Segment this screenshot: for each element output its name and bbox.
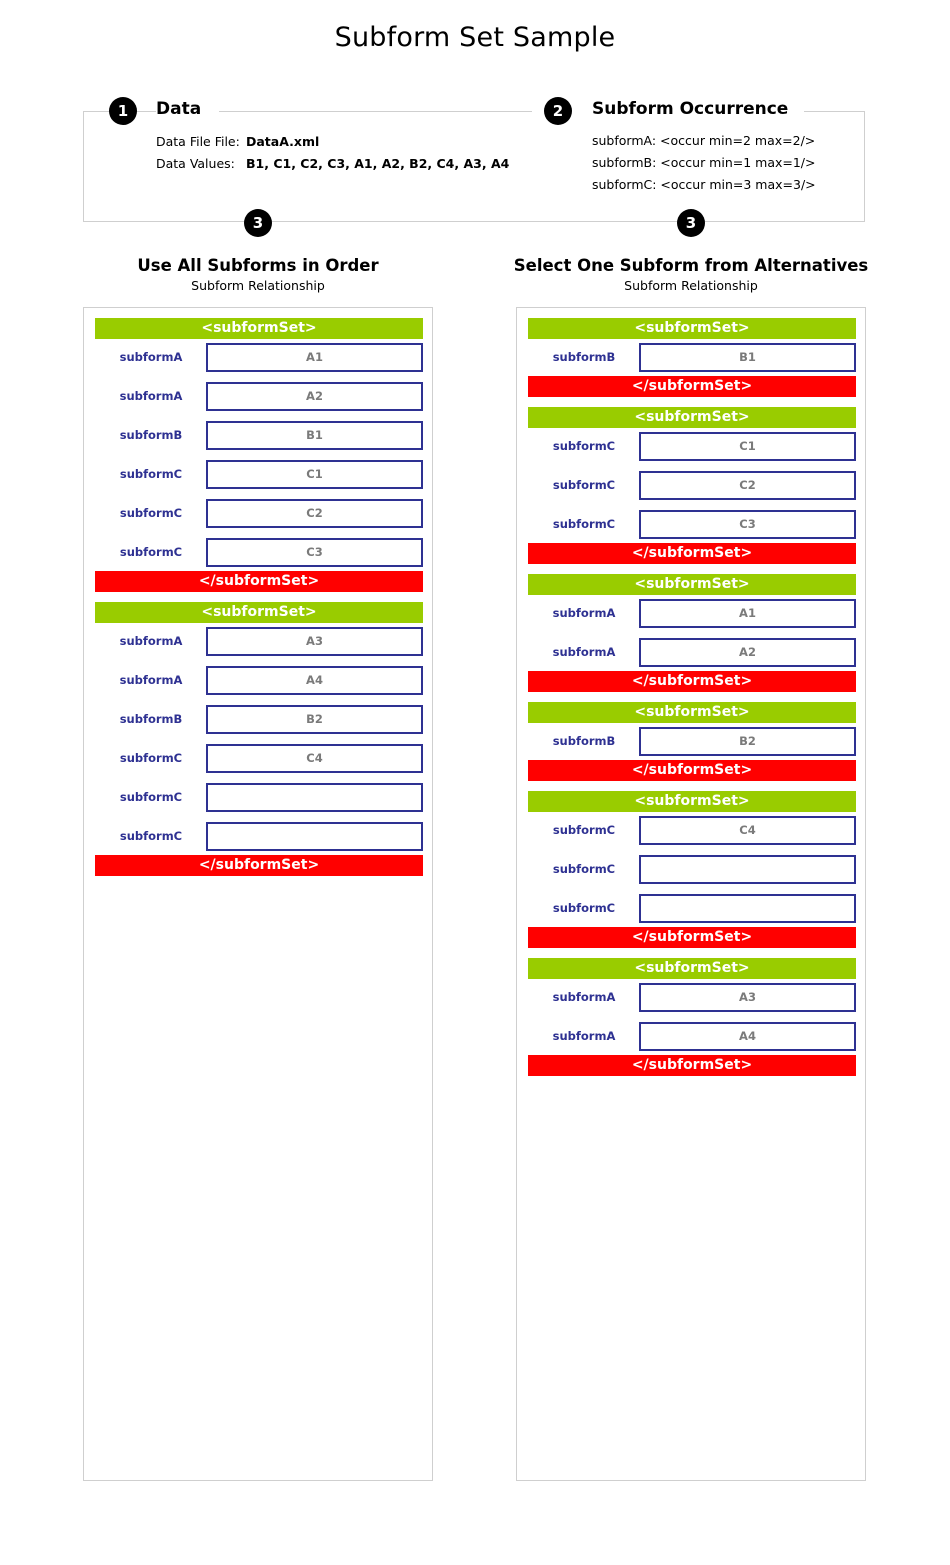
subform-instance-box: C4 [206, 744, 423, 773]
data-file-label: Data File File: [156, 134, 240, 149]
subformset-open-tag: <subformSet> [528, 574, 856, 595]
right-column-subtitle: Subform Relationship [624, 278, 758, 293]
subform-label: subformC [119, 790, 183, 804]
subform-instance-box: B1 [206, 421, 423, 450]
step-badge-data: 1 [109, 97, 137, 125]
subform-label: subformC [552, 517, 616, 531]
subformset-open-tag: <subformSet> [95, 318, 423, 339]
subformset-close-tag: </subformSet> [95, 855, 423, 876]
subform-label: subformA [119, 350, 183, 364]
subform-instance-box: C2 [639, 471, 856, 500]
subform-instance-box: A1 [639, 599, 856, 628]
occurrence-section-title: Subform Occurrence [592, 98, 804, 120]
subform-label: subformA [119, 673, 183, 687]
subformset-open-tag: <subformSet> [528, 318, 856, 339]
subform-instance-box [206, 783, 423, 812]
subform-instance-box: A2 [639, 638, 856, 667]
data-values-label: Data Values: [156, 156, 235, 171]
left-column-subtitle: Subform Relationship [191, 278, 325, 293]
subform-instance-box: C1 [639, 432, 856, 461]
data-file-value: DataA.xml [246, 134, 320, 149]
subform-label: subformC [552, 478, 616, 492]
subform-instance-box: C3 [639, 510, 856, 539]
subform-label: subformA [119, 389, 183, 403]
subform-instance-box: C3 [206, 538, 423, 567]
left-column-title: Use All Subforms in Order [137, 256, 379, 275]
subform-instance-box: B1 [639, 343, 856, 372]
subform-instance-box [639, 894, 856, 923]
right-subform-panel [516, 307, 866, 1481]
subform-instance-box: A3 [639, 983, 856, 1012]
subform-instance-box: B2 [206, 705, 423, 734]
subform-label: subformA [552, 1029, 616, 1043]
right-column-title: Select One Subform from Alternatives [513, 256, 869, 275]
subform-instance-box: A4 [639, 1022, 856, 1051]
left-subform-panel [83, 307, 433, 1481]
subform-label: subformC [552, 439, 616, 453]
subform-label: subformC [119, 829, 183, 843]
subformset-close-tag: </subformSet> [528, 543, 856, 564]
subform-label: subformA [552, 645, 616, 659]
subform-label: subformC [119, 751, 183, 765]
subformset-open-tag: <subformSet> [95, 602, 423, 623]
data-values-value: B1, C1, C2, C3, A1, A2, B2, C4, A3, A4 [246, 156, 510, 171]
subform-label: subformA [552, 990, 616, 1004]
step-badge-right: 3 [677, 209, 705, 237]
occurrence-line: subformB: <occur min=1 max=1/> [592, 155, 816, 170]
subform-instance-box [639, 855, 856, 884]
subform-instance-box [206, 822, 423, 851]
subform-instance-box: A1 [206, 343, 423, 372]
subform-instance-box: C2 [206, 499, 423, 528]
subform-label: subformA [119, 634, 183, 648]
subform-label: subformC [552, 862, 616, 876]
occurrence-line: subformA: <occur min=2 max=2/> [592, 133, 816, 148]
subformset-close-tag: </subformSet> [528, 760, 856, 781]
subformset-open-tag: <subformSet> [528, 407, 856, 428]
subformset-close-tag: </subformSet> [528, 1055, 856, 1076]
subform-instance-box: B2 [639, 727, 856, 756]
subform-label: subformB [552, 734, 616, 748]
subform-label: subformC [552, 823, 616, 837]
subform-label: subformC [119, 467, 183, 481]
subform-label: subformC [119, 545, 183, 559]
subformset-close-tag: </subformSet> [95, 571, 423, 592]
page-title: Subform Set Sample [334, 22, 616, 53]
subform-instance-box: C4 [639, 816, 856, 845]
subformset-close-tag: </subformSet> [528, 671, 856, 692]
subform-label: subformC [552, 901, 616, 915]
subformset-open-tag: <subformSet> [528, 702, 856, 723]
occurrence-line: subformC: <occur min=3 max=3/> [592, 177, 816, 192]
subform-label: subformB [552, 350, 616, 364]
subform-label: subformC [119, 506, 183, 520]
subformset-open-tag: <subformSet> [528, 958, 856, 979]
subform-label: subformB [119, 712, 183, 726]
subformset-close-tag: </subformSet> [528, 376, 856, 397]
subform-label: subformB [119, 428, 183, 442]
subformset-close-tag: </subformSet> [528, 927, 856, 948]
subform-instance-box: A2 [206, 382, 423, 411]
subform-instance-box: A3 [206, 627, 423, 656]
subformset-open-tag: <subformSet> [528, 791, 856, 812]
step-badge-left: 3 [244, 209, 272, 237]
subform-instance-box: A4 [206, 666, 423, 695]
subform-instance-box: C1 [206, 460, 423, 489]
data-section-title: Data [156, 98, 219, 120]
step-badge-occurrence: 2 [544, 97, 572, 125]
subform-label: subformA [552, 606, 616, 620]
